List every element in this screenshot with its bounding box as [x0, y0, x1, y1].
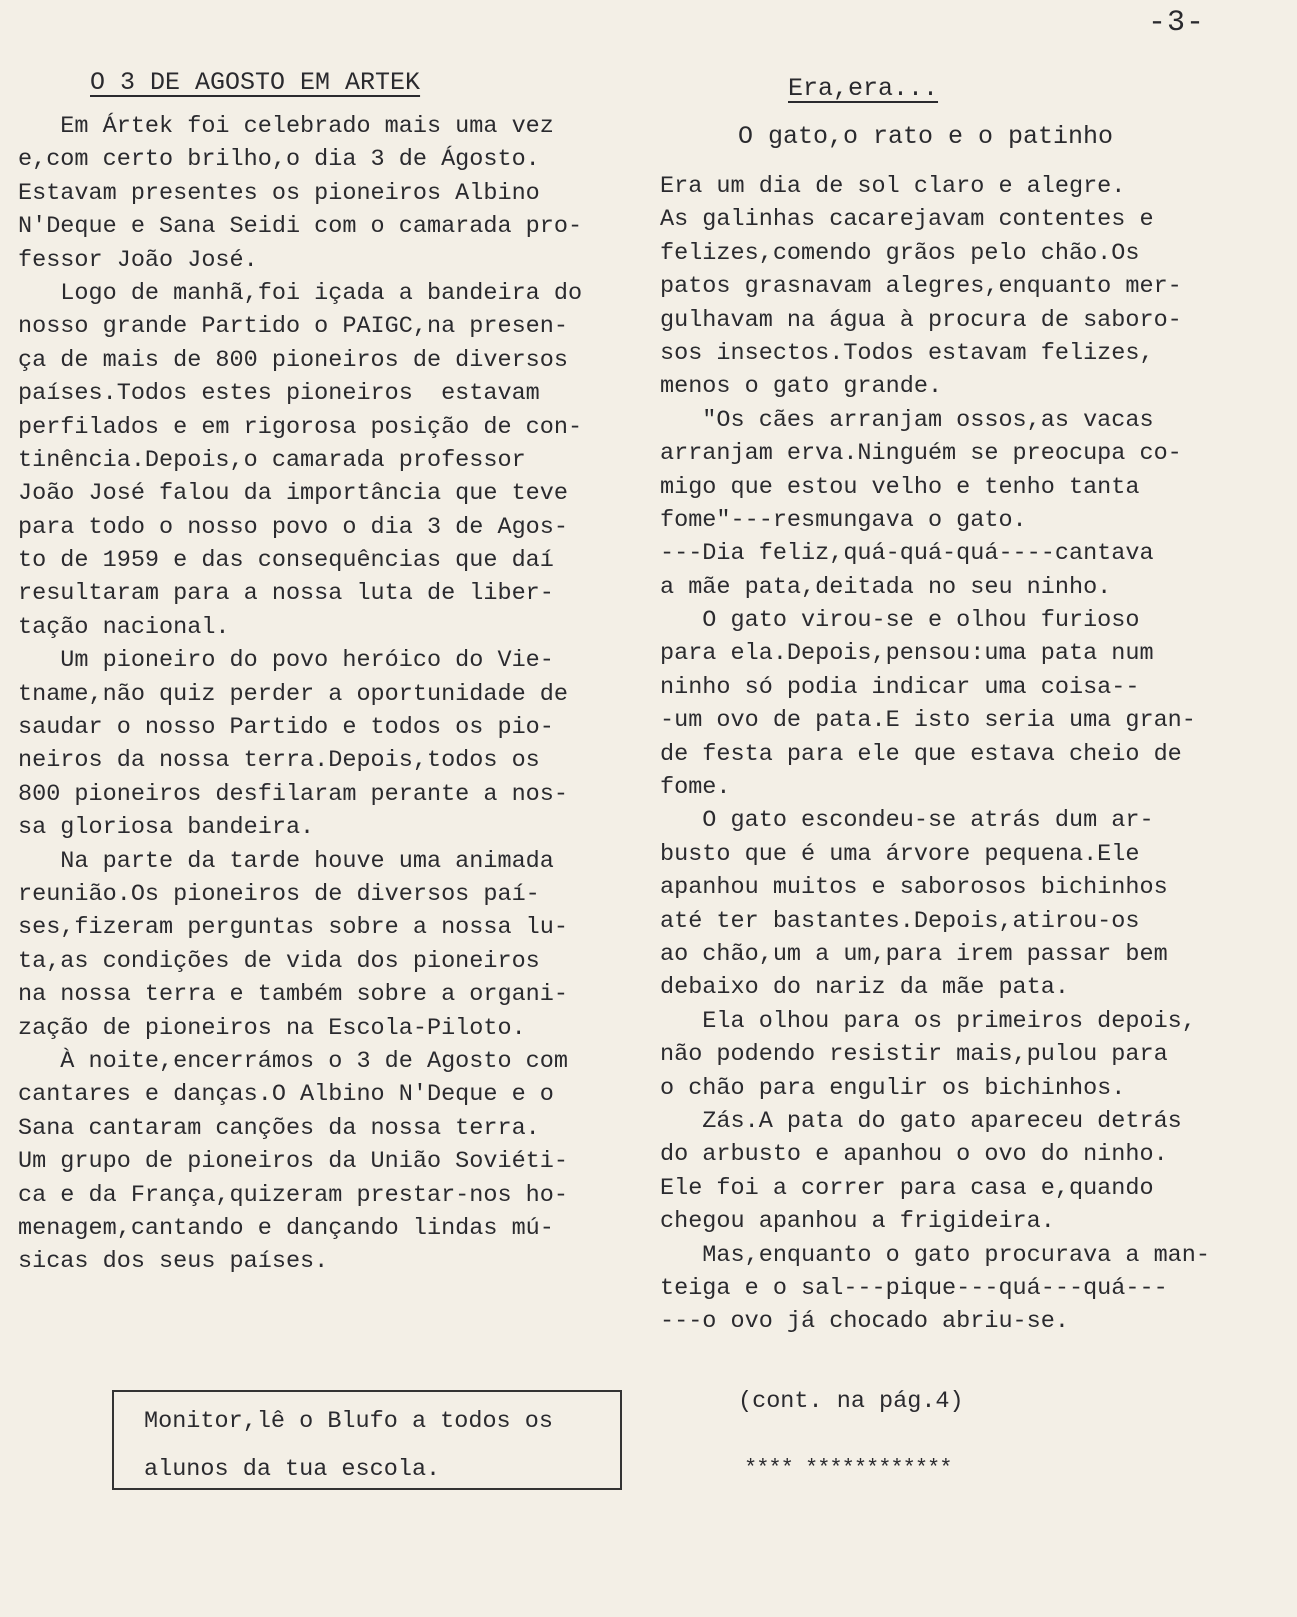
right-article-subtitle: O gato,o rato e o patinho	[738, 122, 1114, 151]
text-line: sa gloriosa bandeira.	[18, 814, 315, 842]
text-line: debaixo do nariz da mãe pata.	[660, 974, 1069, 1002]
text-line: ---o ovo já chocado abriu-se.	[660, 1308, 1069, 1336]
stars-divider: **** ************	[744, 1456, 952, 1481]
text-line: Um grupo de pioneiros da União Soviéti-	[18, 1148, 568, 1176]
text-line: o chão para engulir os bichinhos.	[660, 1074, 1126, 1102]
text-line: resultaram para a nossa luta de liber-	[18, 580, 554, 608]
text-line: O gato virou-se e olhou furioso	[660, 607, 1140, 635]
notice-box	[112, 1390, 622, 1490]
text-line: tação nacional.	[18, 613, 230, 641]
left-article-title: O 3 DE AGOSTO EM ARTEK	[90, 68, 421, 97]
text-line: -um ovo de pata.E isto seria uma gran-	[660, 707, 1196, 735]
text-line: to de 1959 e das consequências que daí	[18, 547, 554, 575]
text-line: Na parte da tarde houve uma animada	[18, 847, 554, 875]
text-line: João José falou da importância que teve	[18, 480, 568, 508]
text-line: Era um dia de sol claro e alegre.	[660, 173, 1126, 200]
text-line: Um pioneiro do povo heróico do Vie-	[18, 647, 554, 675]
text-line: ninho só podia indicar uma coisa--	[660, 673, 1140, 701]
text-line: ao chão,um a um,para irem passar bem	[660, 940, 1168, 968]
text-line: As galinhas cacarejavam contentes e	[660, 206, 1154, 234]
text-line: fome.	[660, 774, 731, 802]
text-line: apanhou muitos e saborosos bichinhos	[660, 874, 1168, 902]
text-line: N'Deque e Sana Seidi com o camarada pro-	[18, 213, 583, 241]
right-article-body	[660, 170, 1280, 1339]
text-line: tinência.Depois,o camarada professor	[18, 446, 526, 474]
text-line: nosso grande Partido o PAIGC,na presen-	[18, 313, 568, 341]
text-line: "Os cães arranjam ossos,as vacas	[660, 406, 1154, 434]
text-line: sicas dos seus países.	[18, 1248, 329, 1276]
text-line: para todo o nosso povo o dia 3 de Agos-	[18, 513, 568, 541]
text-line: 800 pioneiros desfilaram perante a nos-	[18, 780, 568, 808]
text-line: ta,as condições de vida dos pioneiros	[18, 947, 540, 975]
right-article	[660, 66, 1280, 1339]
text-line: ça de mais de 800 pioneiros de diversos	[18, 346, 568, 374]
text-line: Zás.A pata do gato apareceu detrás	[660, 1107, 1182, 1135]
text-line: a mãe pata,deitada no seu ninho.	[660, 573, 1112, 601]
text-line: Mas,enquanto o gato procurava a man-	[660, 1241, 1210, 1269]
text-line: chegou apanhou a frigideira.	[660, 1208, 1055, 1236]
text-line: zação de pioneiros na Escola-Piloto.	[18, 1014, 526, 1042]
text-line: gulhavam na água à procura de saboro-	[660, 306, 1182, 334]
text-line: felizes,comendo grãos pelo chão.Os	[660, 239, 1140, 267]
text-line: até ter bastantes.Depois,atirou-os	[660, 907, 1140, 935]
text-line: na nossa terra e também sobre a organi-	[18, 981, 568, 1009]
left-article-body	[18, 110, 638, 1279]
continued-note: (cont. na pág.4)	[738, 1388, 964, 1415]
text-line: fome"---resmungava o gato.	[660, 506, 1027, 534]
page-number: -3-	[1147, 6, 1205, 40]
text-line: busto que é uma árvore pequena.Ele	[660, 840, 1140, 868]
text-line: reunião.Os pioneiros de diversos paí-	[18, 880, 540, 908]
text-line: ses,fizeram perguntas sobre a nossa lu-	[18, 914, 568, 942]
text-line: do arbusto e apanhou o ovo do ninho.	[660, 1141, 1168, 1169]
text-line: e,com certo brilho,o dia 3 de Ágosto.	[18, 146, 540, 174]
text-line: neiros da nossa terra.Depois,todos os	[18, 747, 540, 775]
text-line: de festa para ele que estava cheio de	[660, 740, 1182, 768]
text-line: saudar o nosso Partido e todos os pio-	[18, 714, 554, 742]
text-line: ca e da França,quizeram prestar-nos ho-	[18, 1181, 568, 1209]
text-line: Monitor,lê o Blufo a todos os	[144, 1408, 553, 1435]
text-line: Logo de manhã,foi içada a bandeira do	[18, 279, 583, 307]
text-line: Em Ártek foi celebrado mais uma vez	[18, 113, 554, 140]
text-line: fessor João José.	[18, 246, 258, 274]
text-line: migo que estou velho e tenho tanta	[660, 473, 1140, 501]
text-line: países.Todos estes pioneiros estavam	[18, 380, 540, 408]
text-line: não podendo resistir mais,pulou para	[660, 1041, 1168, 1069]
text-line: À noite,encerrámos o 3 de Agosto com	[18, 1047, 568, 1075]
text-line: Ela olhou para os primeiros depois,	[660, 1007, 1196, 1035]
text-line: perfilados e em rigorosa posição de con-	[18, 413, 583, 441]
text-line: teiga e o sal---pique---quá---quá---	[660, 1274, 1168, 1302]
text-line: arranjam erva.Ninguém se preocupa co-	[660, 440, 1182, 468]
text-line: O gato escondeu-se atrás dum ar-	[660, 807, 1154, 835]
text-line: Ele foi a correr para casa e,quando	[660, 1174, 1154, 1202]
text-line: menos o gato grande.	[660, 373, 943, 401]
left-article	[18, 66, 638, 1279]
text-line: alunos da tua escola.	[144, 1456, 441, 1483]
text-line: menagem,cantando e dançando lindas mú-	[18, 1214, 554, 1242]
text-line: ---Dia feliz,quá-quá-quá----cantava	[660, 540, 1154, 568]
text-line: Estavam presentes os pioneiros Albino	[18, 179, 540, 207]
text-line: tname,não quiz perder a oportunidade de	[18, 680, 568, 708]
text-line: sos insectos.Todos estavam felizes,	[660, 339, 1154, 367]
text-line: para ela.Depois,pensou:uma pata num	[660, 640, 1154, 668]
text-line: Sana cantaram canções da nossa terra.	[18, 1114, 540, 1142]
right-article-title: Era,era...	[788, 74, 939, 103]
text-line: cantares e danças.O Albino N'Deque e o	[18, 1081, 554, 1109]
text-line: patos grasnavam alegres,enquanto mer-	[660, 273, 1182, 301]
